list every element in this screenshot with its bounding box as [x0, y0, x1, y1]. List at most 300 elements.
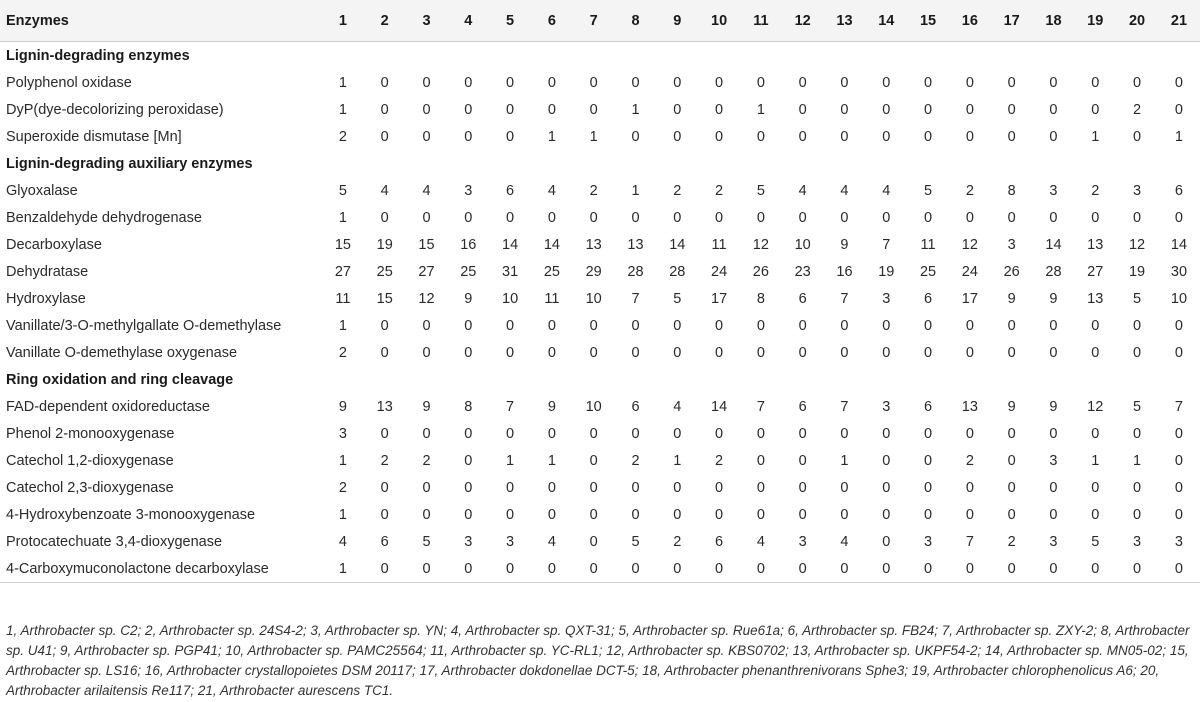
count-cell: 3 [1174, 533, 1183, 550]
count-cell: 0 [840, 344, 849, 361]
count-cell: 0 [673, 425, 682, 442]
column-header: 14 [865, 0, 907, 42]
count-cell: 0 [924, 101, 933, 118]
count-cell: 0 [715, 74, 724, 91]
table-header-row [0, 0, 1200, 42]
count-cell: 0 [840, 479, 849, 496]
count-cell: 2 [1091, 182, 1100, 199]
count-cell: 0 [1174, 506, 1183, 523]
count-cell: 0 [782, 555, 824, 583]
count-cell: 29 [585, 263, 602, 280]
count-cell: 0 [506, 344, 515, 361]
count-cell: 0 [422, 74, 431, 91]
enzyme-name-cell: Glyoxalase [6, 182, 78, 199]
table-row [0, 177, 1200, 204]
table-row [0, 447, 1200, 474]
count-cell: 0 [865, 555, 907, 583]
count-cell: 0 [882, 74, 891, 91]
count-cell: 0 [882, 128, 891, 145]
count-cell: 0 [1033, 555, 1075, 583]
count-cell: 11 [335, 290, 351, 307]
table-row [0, 312, 1200, 339]
table-row [0, 528, 1200, 555]
column-header: 10 [698, 0, 740, 42]
count-cell: 5 [1133, 398, 1142, 415]
count-cell: 0 [1049, 479, 1058, 496]
count-cell: 9 [1049, 290, 1058, 307]
count-cell: 0 [756, 344, 765, 361]
count-cell: 1 [338, 209, 347, 226]
count-cell: 3 [882, 290, 891, 307]
count-cell: 1 [589, 128, 598, 145]
count-cell: 0 [882, 101, 891, 118]
count-cell: 0 [882, 425, 891, 442]
count-cell: 0 [991, 555, 1033, 583]
count-cell: 0 [715, 128, 724, 145]
count-cell: 0 [924, 452, 933, 469]
count-cell: 3 [1133, 182, 1142, 199]
count-cell: 0 [924, 506, 933, 523]
count-cell: 2 [589, 182, 598, 199]
count-cell: 0 [798, 128, 807, 145]
count-cell: 0 [756, 317, 765, 334]
count-cell: 11 [544, 290, 560, 307]
enzyme-name-cell: Protocatechuate 3,4-dioxygenase [6, 533, 223, 550]
count-cell: 0 [464, 452, 473, 469]
count-cell: 9 [840, 236, 849, 253]
count-cell: 26 [1003, 263, 1020, 280]
count-cell: 0 [924, 317, 933, 334]
count-cell: 0 [965, 74, 974, 91]
count-cell: 9 [338, 398, 347, 415]
count-cell: 0 [907, 555, 949, 583]
count-cell: 1 [631, 182, 640, 199]
count-cell: 3 [1133, 533, 1142, 550]
count-cell: 0 [422, 506, 431, 523]
count-cell: 0 [1091, 425, 1100, 442]
count-cell: 0 [531, 555, 573, 583]
count-cell: 0 [965, 344, 974, 361]
column-header: 19 [1074, 0, 1116, 42]
count-cell: 0 [422, 479, 431, 496]
count-cell: 0 [422, 209, 431, 226]
group-header-row [0, 42, 1200, 70]
count-cell: 0 [464, 101, 473, 118]
count-cell: 14 [502, 236, 519, 253]
count-cell: 0 [464, 506, 473, 523]
column-header: 17 [991, 0, 1033, 42]
count-cell: 6 [798, 290, 807, 307]
count-cell: 0 [1091, 506, 1100, 523]
count-cell: 0 [673, 479, 682, 496]
count-cell: 2 [338, 344, 347, 361]
count-cell: 1 [673, 452, 682, 469]
table-row [0, 420, 1200, 447]
count-cell: 0 [673, 74, 682, 91]
count-cell: 0 [422, 101, 431, 118]
count-cell: 13 [1087, 290, 1104, 307]
count-cell: 0 [1174, 74, 1183, 91]
count-cell: 11 [920, 236, 936, 253]
count-cell: 1 [1174, 128, 1183, 145]
count-cell: 2 [338, 479, 347, 496]
count-cell: 0 [1174, 317, 1183, 334]
count-cell: 0 [547, 101, 556, 118]
column-header: 12 [782, 0, 824, 42]
count-cell: 0 [840, 506, 849, 523]
count-cell: 28 [1045, 263, 1062, 280]
count-cell: 0 [631, 425, 640, 442]
count-cell: 0 [882, 479, 891, 496]
count-cell: 2 [715, 182, 724, 199]
count-cell: 14 [543, 236, 560, 253]
count-cell: 5 [924, 182, 933, 199]
count-cell: 0 [965, 101, 974, 118]
count-cell: 3 [1007, 236, 1016, 253]
column-header: 2 [364, 0, 406, 42]
count-cell: 0 [1133, 209, 1142, 226]
count-cell: 0 [673, 506, 682, 523]
count-cell: 0 [589, 317, 598, 334]
count-cell: 6 [1174, 182, 1183, 199]
count-cell: 9 [547, 398, 556, 415]
count-cell: 3 [882, 398, 891, 415]
count-cell: 0 [1007, 101, 1016, 118]
count-cell: 1 [322, 555, 364, 583]
count-cell: 6 [715, 533, 724, 550]
count-cell: 2 [715, 452, 724, 469]
count-cell: 0 [589, 344, 598, 361]
count-cell: 0 [715, 344, 724, 361]
count-cell: 7 [506, 398, 515, 415]
count-cell: 1 [338, 74, 347, 91]
count-cell: 1 [1091, 128, 1100, 145]
count-cell: 0 [715, 506, 724, 523]
count-cell: 0 [1049, 425, 1058, 442]
group-header-row [0, 366, 1200, 393]
count-cell: 0 [673, 344, 682, 361]
count-cell: 0 [464, 425, 473, 442]
count-cell: 0 [798, 452, 807, 469]
count-cell: 24 [711, 263, 728, 280]
count-cell: 0 [422, 317, 431, 334]
count-cell: 0 [1091, 344, 1100, 361]
count-cell: 0 [1133, 344, 1142, 361]
count-cell: 0 [756, 425, 765, 442]
count-cell: 14 [669, 236, 686, 253]
count-cell: 0 [631, 479, 640, 496]
count-cell: 0 [1091, 74, 1100, 91]
table-row [0, 69, 1200, 96]
enzyme-name-cell: Decarboxylase [6, 236, 102, 253]
count-cell: 0 [506, 425, 515, 442]
count-cell: 0 [406, 555, 448, 583]
count-cell: 3 [1049, 533, 1058, 550]
count-cell: 4 [547, 182, 556, 199]
count-cell: 3 [464, 182, 473, 199]
count-cell: 0 [631, 128, 640, 145]
count-cell: 0 [422, 425, 431, 442]
count-cell: 0 [756, 452, 765, 469]
count-cell: 0 [380, 128, 389, 145]
count-cell: 2 [965, 452, 974, 469]
count-cell: 4 [380, 182, 389, 199]
count-cell: 0 [1049, 74, 1058, 91]
count-cell: 14 [711, 398, 728, 415]
count-cell: 0 [589, 506, 598, 523]
count-cell: 15 [334, 236, 351, 253]
count-cell: 4 [840, 182, 849, 199]
count-cell: 0 [756, 479, 765, 496]
count-cell: 0 [882, 317, 891, 334]
column-header: 9 [656, 0, 698, 42]
count-cell: 1 [1091, 452, 1100, 469]
count-cell: 0 [673, 101, 682, 118]
table-row [0, 204, 1200, 231]
header-enzymes: Enzymes [0, 0, 322, 42]
count-cell: 0 [547, 209, 556, 226]
count-cell: 0 [1133, 74, 1142, 91]
count-cell: 0 [1007, 479, 1016, 496]
column-header: 8 [615, 0, 657, 42]
count-cell: 0 [1133, 128, 1142, 145]
count-cell: 7 [631, 290, 640, 307]
count-cell: 7 [1174, 398, 1183, 415]
table-row [0, 231, 1200, 258]
count-cell: 4 [338, 533, 347, 550]
count-cell: 0 [1007, 128, 1016, 145]
count-cell: 25 [543, 263, 560, 280]
count-cell: 3 [1049, 182, 1058, 199]
table-row [0, 123, 1200, 150]
count-cell: 30 [1170, 263, 1188, 280]
count-cell: 9 [1007, 290, 1016, 307]
column-header: 21 [1158, 0, 1200, 42]
table-row [0, 393, 1200, 420]
count-cell: 1 [338, 506, 347, 523]
count-cell: 0 [798, 317, 807, 334]
enzyme-name-cell: Polyphenol oxidase [6, 74, 132, 91]
count-cell: 3 [798, 533, 807, 550]
count-cell: 0 [506, 128, 515, 145]
count-cell: 0 [1091, 101, 1100, 118]
count-cell: 0 [840, 425, 849, 442]
count-cell: 0 [380, 506, 389, 523]
count-cell: 12 [1087, 398, 1104, 415]
count-cell: 5 [1133, 290, 1142, 307]
count-cell: 0 [489, 555, 531, 583]
count-cell: 10 [585, 398, 602, 415]
count-cell: 0 [1049, 506, 1058, 523]
count-cell: 0 [924, 425, 933, 442]
count-cell: 0 [965, 209, 974, 226]
count-cell: 0 [715, 425, 724, 442]
column-header: 5 [489, 0, 531, 42]
count-cell: 1 [1133, 452, 1142, 469]
count-cell: 0 [965, 317, 974, 334]
count-cell: 0 [840, 74, 849, 91]
count-cell: 3 [924, 533, 933, 550]
count-cell: 0 [1133, 425, 1142, 442]
count-cell: 0 [1174, 479, 1183, 496]
count-cell: 0 [380, 74, 389, 91]
count-cell: 0 [1116, 555, 1158, 583]
enzyme-name-cell: DyP(dye-decolorizing peroxidase) [6, 101, 224, 118]
count-cell: 5 [338, 182, 347, 199]
column-header: 18 [1033, 0, 1075, 42]
column-header: 20 [1116, 0, 1158, 42]
count-cell: 0 [1133, 317, 1142, 334]
count-cell: 5 [756, 182, 765, 199]
table-row [0, 555, 1200, 583]
column-header: 6 [531, 0, 573, 42]
count-cell: 0 [464, 317, 473, 334]
count-cell: 0 [798, 209, 807, 226]
count-cell: 0 [615, 555, 657, 583]
count-cell: 0 [882, 344, 891, 361]
count-cell: 0 [631, 209, 640, 226]
count-cell: 0 [965, 506, 974, 523]
count-cell: 0 [656, 555, 698, 583]
column-header: 11 [740, 0, 782, 42]
count-cell: 0 [949, 555, 991, 583]
table-row [0, 501, 1200, 528]
count-cell: 17 [961, 290, 978, 307]
column-header: 15 [907, 0, 949, 42]
count-cell: 8 [1007, 182, 1016, 199]
count-cell: 0 [589, 479, 598, 496]
count-cell: 9 [1049, 398, 1058, 415]
count-cell: 16 [836, 263, 853, 280]
count-cell: 0 [380, 209, 389, 226]
count-cell: 23 [794, 263, 811, 280]
count-cell: 0 [1133, 506, 1142, 523]
count-cell: 2 [1007, 533, 1016, 550]
count-cell: 0 [589, 452, 598, 469]
enzyme-name-cell: Dehydratase [6, 263, 89, 280]
count-cell: 1 [547, 128, 556, 145]
count-cell: 4 [422, 182, 431, 199]
table-row [0, 96, 1200, 123]
count-cell: 17 [711, 290, 728, 307]
column-header: 1 [322, 0, 364, 42]
count-cell: 26 [752, 263, 769, 280]
count-cell: 2 [965, 182, 974, 199]
count-cell: 0 [756, 128, 765, 145]
count-cell: 6 [631, 398, 640, 415]
count-cell: 0 [589, 533, 598, 550]
count-cell: 27 [418, 263, 435, 280]
count-cell: 0 [589, 101, 598, 118]
count-cell: 0 [740, 555, 782, 583]
count-cell: 7 [840, 290, 849, 307]
count-cell: 1 [338, 317, 347, 334]
count-cell: 0 [464, 128, 473, 145]
count-cell: 1 [506, 452, 515, 469]
count-cell: 2 [673, 533, 682, 550]
count-cell: 0 [798, 344, 807, 361]
count-cell: 2 [631, 452, 640, 469]
count-cell: 0 [798, 506, 807, 523]
count-cell: 9 [422, 398, 431, 415]
count-cell: 0 [447, 555, 489, 583]
table-row [0, 474, 1200, 501]
count-cell: 5 [673, 290, 682, 307]
count-cell: 0 [422, 344, 431, 361]
count-cell: 0 [1074, 555, 1116, 583]
count-cell: 13 [1087, 236, 1104, 253]
count-cell: 0 [1174, 344, 1183, 361]
count-cell: 5 [422, 533, 431, 550]
count-cell: 0 [464, 209, 473, 226]
count-cell: 0 [464, 74, 473, 91]
table-body [0, 42, 1200, 583]
count-cell: 0 [547, 425, 556, 442]
count-cell: 0 [631, 317, 640, 334]
count-cell: 0 [1007, 74, 1016, 91]
enzyme-name-cell: Catechol 1,2-dioxygenase [6, 452, 174, 469]
count-cell: 0 [380, 101, 389, 118]
count-cell: 6 [506, 182, 515, 199]
count-cell: 7 [965, 533, 974, 550]
count-cell: 0 [965, 425, 974, 442]
count-cell: 6 [924, 290, 933, 307]
count-cell: 7 [882, 236, 891, 253]
count-cell: 1 [547, 452, 556, 469]
count-cell: 15 [418, 236, 435, 253]
count-cell: 0 [589, 425, 598, 442]
count-cell: 1 [756, 101, 765, 118]
count-cell: 0 [464, 479, 473, 496]
count-cell: 0 [715, 101, 724, 118]
table-row [0, 285, 1200, 312]
count-cell: 25 [376, 263, 393, 280]
count-cell: 0 [715, 317, 724, 334]
count-cell: 0 [631, 344, 640, 361]
count-cell: 0 [882, 209, 891, 226]
enzyme-name-cell: Catechol 2,3-dioxygenase [6, 479, 174, 496]
count-cell: 24 [961, 263, 978, 280]
count-cell: 0 [1174, 101, 1183, 118]
table-row [0, 258, 1200, 285]
count-cell: 0 [573, 555, 615, 583]
count-cell: 27 [1087, 263, 1104, 280]
count-cell: 0 [547, 479, 556, 496]
count-cell: 0 [1174, 452, 1183, 469]
enzyme-name-cell: Vanillate/3-O-methylgallate O-demethylase [6, 317, 282, 334]
count-cell: 2 [338, 128, 347, 145]
count-cell: 7 [840, 398, 849, 415]
count-cell: 0 [1049, 128, 1058, 145]
count-cell: 3 [1049, 452, 1058, 469]
count-cell: 0 [882, 533, 891, 550]
count-cell: 13 [961, 398, 978, 415]
count-cell: 3 [464, 533, 473, 550]
count-cell: 0 [1049, 317, 1058, 334]
count-cell: 14 [1045, 236, 1062, 253]
enzyme-name-cell: Hydroxylase [6, 290, 86, 307]
count-cell: 0 [589, 74, 598, 91]
count-cell: 0 [715, 479, 724, 496]
count-cell: 0 [924, 209, 933, 226]
count-cell: 0 [506, 209, 515, 226]
count-cell: 5 [631, 533, 640, 550]
count-cell: 0 [924, 128, 933, 145]
count-cell: 10 [502, 290, 519, 307]
count-cell: 14 [1170, 236, 1188, 253]
count-cell: 31 [502, 263, 519, 280]
count-cell: 0 [506, 101, 515, 118]
